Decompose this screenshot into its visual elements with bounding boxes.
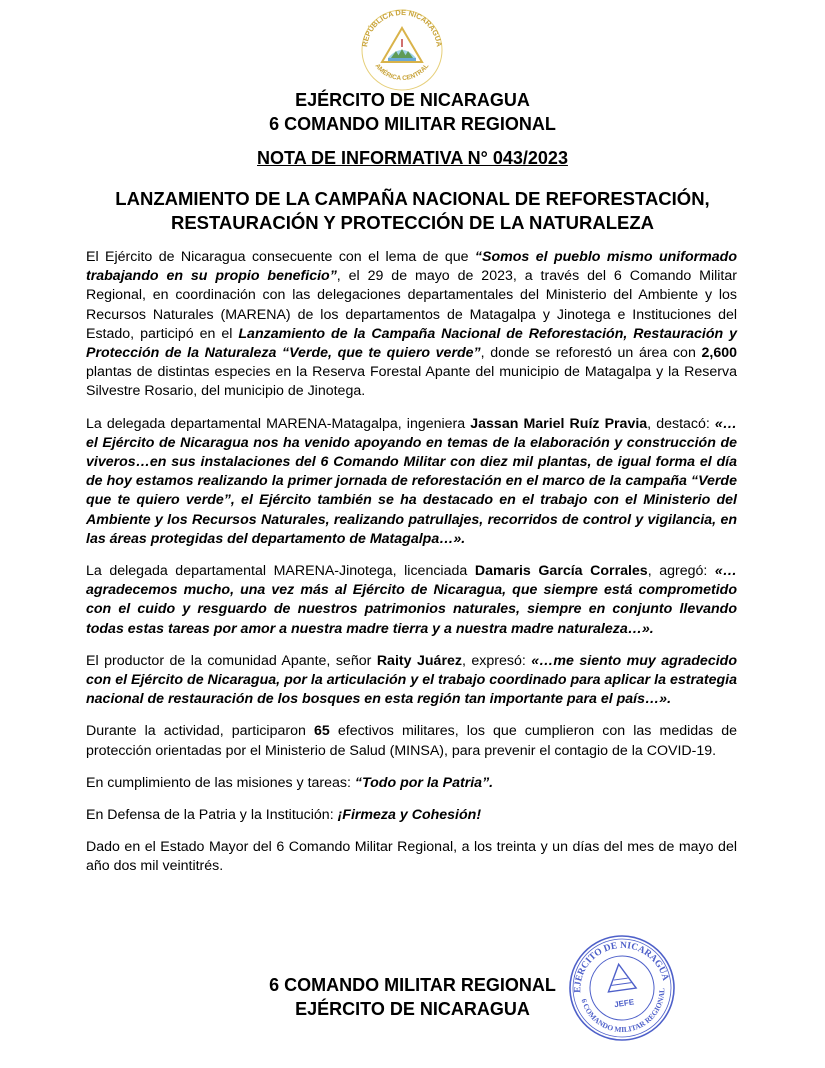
p2-text-a: La delegada departamental MARENA-Matagalpa, ingeniera <box>86 415 471 432</box>
svg-text:EJÉRCITO DE NICARAGUA: EJÉRCITO DE NICARAGUA <box>573 940 671 993</box>
p4-person-name: Raity Juárez <box>376 652 462 669</box>
p6-text-a: En cumplimiento de las misiones y tareas: <box>86 774 355 791</box>
p2-text-c: , destacó: <box>647 415 715 432</box>
header-command-name: 6 COMANDO MILITAR REGIONAL <box>269 114 556 134</box>
footer-command-name: 6 COMANDO MILITAR REGIONAL <box>269 975 556 995</box>
paragraph-marena-matagalpa <box>86 415 737 549</box>
paragraph-participants <box>86 722 737 760</box>
p5-text-a: Durante la actividad, participaron <box>86 723 314 740</box>
paragraph-mission-motto <box>86 774 737 793</box>
official-chief-stamp <box>566 934 678 1042</box>
note-number-text: NOTA DE INFORMATIVA N° 043/2023 <box>257 148 568 168</box>
title-line-2: RESTAURACIÓN Y PROTECCIÓN DE LA NATURALEZA <box>170 212 655 233</box>
p2-person-name: Jassan Mariel Ruíz Pravia <box>470 415 648 432</box>
p1-motto: “Somos el pueblo mismo uniformado trabajando en su propio beneficio” <box>86 249 737 285</box>
note-number-heading <box>0 148 825 169</box>
p3-text-a: La delegada departamental MARENA-Jinotega, licenciada <box>86 563 475 580</box>
document-title <box>60 187 765 235</box>
p1-text-a: El Ejército de Nicaragua consecuente con el lema de que <box>86 249 475 265</box>
p1-text-g: plantas de distintas especies en la Reserva Forestal Apante del municipio de Matagalpa y la Reserva Silvestre Rosario, del municipio de Jinotega. <box>86 364 737 400</box>
p4-text-c: , expresó: <box>461 652 532 669</box>
svg-text:JEFE: JEFE <box>613 997 635 1010</box>
paragraph-producer <box>86 652 737 710</box>
p1-plant-count: 2,600 <box>701 345 737 362</box>
p3-quote: «…agradecemos mucho, una vez más al Ejército de Nicaragua, que siempre está comprometido con el cuido y resguardo de nuestros patrimonios naturales, siempre en conjunto llevando todas estas tareas por amor a nuestra madre tierra y a nuestra madre naturaleza…». <box>86 563 737 637</box>
p1-campaign-name: Lanzamiento de la Campaña Nacional de Reforestación, Restauración y Protección de la Naturaleza “Verde, que te quiero verde” <box>86 325 738 362</box>
svg-text:AMÉRICA CENTRAL: AMÉRICA CENTRAL <box>373 62 431 83</box>
p2-quote: «…el Ejército de Nicaragua nos ha venido apoyando en temas de la elaboración y construcción de viveros…en sus instalaciones del 6 Comando Militar con diez mil plantas, de igual forma el día de hoy estamos realizando la primer jornada de reforestación en el marco de la campaña “Verde que te quiero verde”, el Ejército también se ha destacado en el trabajo con el Ministerio del Ambiente y los Recursos Naturales, realizando patrullajes, recorridos de control y vigilancia, en las áreas protegidas del departamento de Matagalpa…». <box>86 415 737 547</box>
p7-motto: ¡Firmeza y Cohesión! <box>337 807 482 824</box>
p1-text-e: , donde se reforestó un área con <box>480 345 702 362</box>
p5-text-c: efectivos militares, los que cumplieron con las medidas de protección orientadas por el Ministerio de Salud (MINSA), para prevenir el contagio de la COVID-19. <box>86 723 737 759</box>
p8-text-a: Dado en el Estado Mayor del 6 Comando Militar Regional, a los treinta y un días del mes de mayo del año dos mil veintitrés. <box>86 839 737 875</box>
svg-text:6 COMANDO MILITAR REGIONAL: 6 COMANDO MILITAR REGIONAL <box>579 987 667 1035</box>
document-body <box>86 248 737 890</box>
p3-text-c: , agregó: <box>647 563 715 580</box>
paragraph-date-place <box>86 838 737 876</box>
paragraph-defense-motto <box>86 806 737 825</box>
paragraph-intro <box>86 248 737 402</box>
title-line-1: LANZAMIENTO DE LA CAMPAÑA NACIONAL DE REFORESTACIÓN, <box>115 188 710 209</box>
svg-text:REPÚBLICA DE NICARAGUA: REPÚBLICA DE NICARAGUA <box>360 7 444 48</box>
p5-participant-count: 65 <box>313 723 330 740</box>
p7-text-a: En Defensa de la Patria y la Institución: <box>86 807 338 824</box>
p3-person-name: Damaris García Corrales <box>474 563 648 580</box>
paragraph-marena-jinotega <box>86 562 737 639</box>
p1-text-c: , el 29 de mayo de 2023, a través del 6 Comando Militar Regional, en coordinación con las delegaciones departamentales del Ministerio del Ambiente y los Recursos Naturales (MARENA) de los departamentos de Matagalpa y Jinotega e Instituciones del Estado, participó en el <box>86 268 737 342</box>
footer-army-name: EJÉRCITO DE NICARAGUA <box>295 999 530 1019</box>
national-coat-of-arms-seal <box>355 6 449 92</box>
p6-motto: “Todo por la Patria”. <box>354 774 494 791</box>
p4-text-a: El productor de la comunidad Apante, señor <box>86 652 377 669</box>
header-army-name: EJÉRCITO DE NICARAGUA <box>295 90 530 110</box>
p4-quote: «…me siento muy agradecido con el Ejército de Nicaragua, por la articulación y el trabajo coordinado para aplicar la estrategia nacional de restauración de los bosques en esta región tan importante para el país…». <box>86 652 737 708</box>
